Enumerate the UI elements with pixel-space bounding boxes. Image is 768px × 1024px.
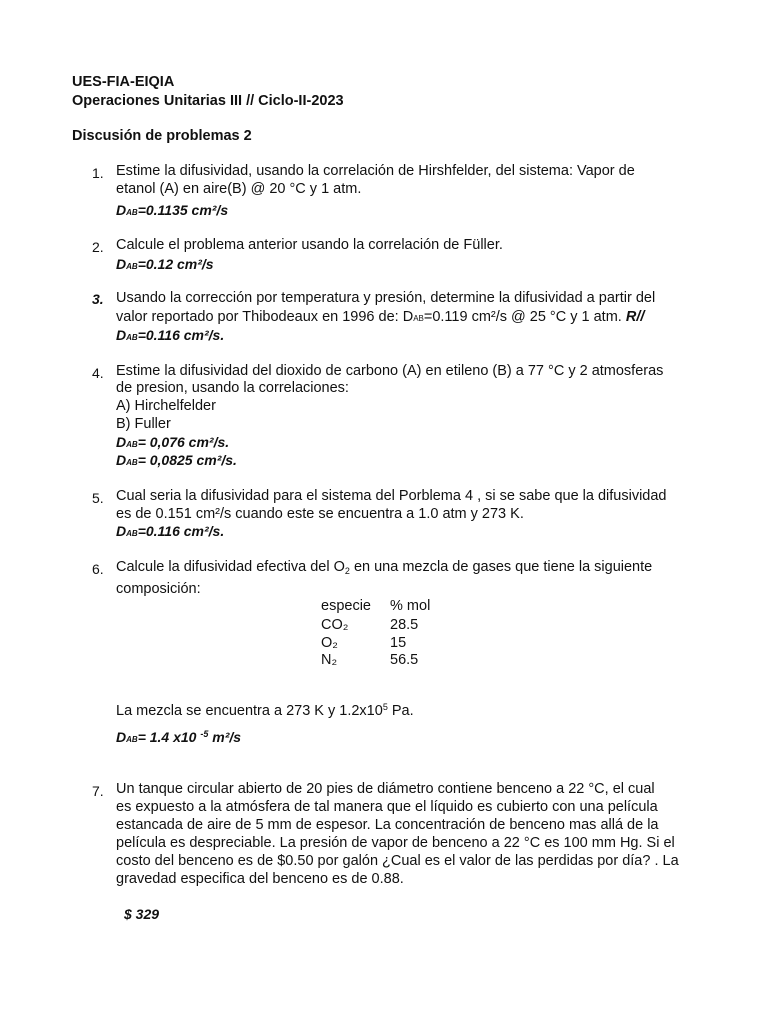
table-cell-mol: 56.5 xyxy=(390,652,419,668)
table-cell-species: CO₂ xyxy=(321,617,349,633)
problem-number: 2. xyxy=(92,239,104,255)
answer-exponent: -5 xyxy=(200,729,209,739)
problem-number: 3. xyxy=(92,291,104,307)
problem-text-line: Calcule el problema anterior usando la correlación de Füller. xyxy=(116,237,503,253)
problem-answer xyxy=(116,729,241,745)
answer-value: =0.1135 cm²/s xyxy=(137,202,229,218)
problem-answer: $ 329 xyxy=(124,906,160,922)
answer-value: = 1.4 x10 xyxy=(137,729,201,745)
subscript: 2 xyxy=(344,566,350,576)
problem-number: 6. xyxy=(92,561,104,577)
table-header-species: especie xyxy=(321,598,371,614)
problem-text-line: de presion, usando la correlaciones: xyxy=(116,380,349,396)
problem-text-line: Cual seria la difusividad para el sistema del Porblema 4 , si se sabe que la difusividad xyxy=(116,488,667,504)
table-cell-species: O₂ xyxy=(321,635,338,651)
answer-symbol: D xyxy=(116,202,127,218)
table-cell-mol: 15 xyxy=(390,635,407,651)
problem-text-line: etanol (A) en aire(B) @ 20 °C y 1 atm. xyxy=(116,181,362,197)
table-cell-species: N₂ xyxy=(321,652,338,668)
problem-text-line: B) Fuller xyxy=(116,416,171,432)
problem-answer xyxy=(116,327,224,343)
problem-text-line: Estime la difusividad del dioxido de carbono (A) en etileno (B) a 77 °C y 2 atmosferas xyxy=(116,363,664,379)
answer-subscript: AB xyxy=(126,458,138,467)
problem-text-line: costo del benceno es de $0.50 por galón ¿Cual es el valor de las perdidas por día? . La xyxy=(116,853,679,869)
answer-symbol: D xyxy=(116,452,127,468)
problem-text-line: gravedad especifica del benceno es de 0.88. xyxy=(116,871,404,887)
problem-text-line: Usando la corrección por temperatura y presión, determine la difusividad a partir del xyxy=(116,290,656,306)
problem-text-line: composición: xyxy=(116,581,201,597)
answer-symbol: D xyxy=(116,434,127,450)
answer-symbol: D xyxy=(116,729,127,745)
text-segment: en una mezcla de gases que tiene la siguiente xyxy=(349,559,653,575)
problem-text-line xyxy=(116,559,652,576)
problem-answer xyxy=(116,202,228,218)
answer-value: =0.116 cm²/s. xyxy=(137,327,225,343)
answer-unit: m²/s xyxy=(208,729,242,745)
problem-text-line: es de 0.151 cm²/s cuando este se encuentra a 1.0 atm y 273 K. xyxy=(116,506,524,522)
document-title: Discusión de problemas 2 xyxy=(72,128,252,144)
problem-number: 7. xyxy=(92,783,104,799)
answer-value: = 0,076 cm²/s. xyxy=(137,434,230,450)
text-segment: =0.119 cm²/s @ 25 °C y 1 atm. xyxy=(423,309,622,325)
problem-text-line: Estime la difusividad, usando la correlación de Hirshfelder, del sistema: Vapor de xyxy=(116,163,635,179)
answer-value: =0.12 cm²/s xyxy=(137,256,214,272)
answer-subscript: AB xyxy=(126,440,138,449)
text-segment: valor reportado por Thibodeaux en 1996 de: D xyxy=(116,309,414,325)
answer-subscript: AB xyxy=(126,735,138,744)
answer-value: = 0,0825 cm²/s. xyxy=(137,452,237,468)
problem-text-line xyxy=(116,309,644,325)
text-segment: La mezcla se encuentra a 273 K y 1.2x10 xyxy=(116,703,383,719)
problem-text-line: Un tanque circular abierto de 20 pies de diámetro contiene benceno a 22 °C, el cual xyxy=(116,781,655,797)
answer-subscript: AB xyxy=(126,529,138,538)
problem-number: 4. xyxy=(92,365,104,381)
text-segment: Pa. xyxy=(387,703,414,719)
problem-answer xyxy=(116,434,229,450)
answer-symbol: D xyxy=(116,256,127,272)
problem-text-line: estancada de aire de 5 mm de espesor. La concentración de benceno mas allá de la xyxy=(116,817,659,833)
problem-text-line: A) Hirchelfelder xyxy=(116,398,216,414)
header-institution: UES-FIA-EIQIA xyxy=(72,74,175,90)
problem-number: 1. xyxy=(92,165,104,181)
problem-answer xyxy=(116,256,214,272)
problem-text-line: película es despreciable. La presión de vapor de benceno a 22 °C es 100 mm Hg. Si el xyxy=(116,835,675,851)
table-header-mol: % mol xyxy=(390,598,431,614)
problem-text-line: es expuesto a la atmósfera de tal manera que el líquido es cubierto con una película xyxy=(116,799,658,815)
answer-symbol: D xyxy=(116,523,127,539)
mixture-conditions xyxy=(116,702,414,719)
answer-subscript: AB xyxy=(126,208,138,217)
answer-symbol: D xyxy=(116,327,127,343)
answer-value: =0.116 cm²/s. xyxy=(137,523,225,539)
answer-subscript: AB xyxy=(126,262,138,271)
answer-subscript: AB xyxy=(126,333,138,342)
problem-answer xyxy=(116,452,237,468)
header-course: Operaciones Unitarias III // Ciclo-II-2023 xyxy=(72,93,344,109)
problem-number: 5. xyxy=(92,490,104,506)
superscript: 5 xyxy=(382,702,388,712)
table-cell-mol: 28.5 xyxy=(390,617,419,633)
problem-answer xyxy=(116,523,224,539)
answer-tag: R// xyxy=(625,309,645,325)
subscript: AB xyxy=(413,314,424,323)
text-segment: Calcule la difusividad efectiva del O xyxy=(116,559,345,575)
